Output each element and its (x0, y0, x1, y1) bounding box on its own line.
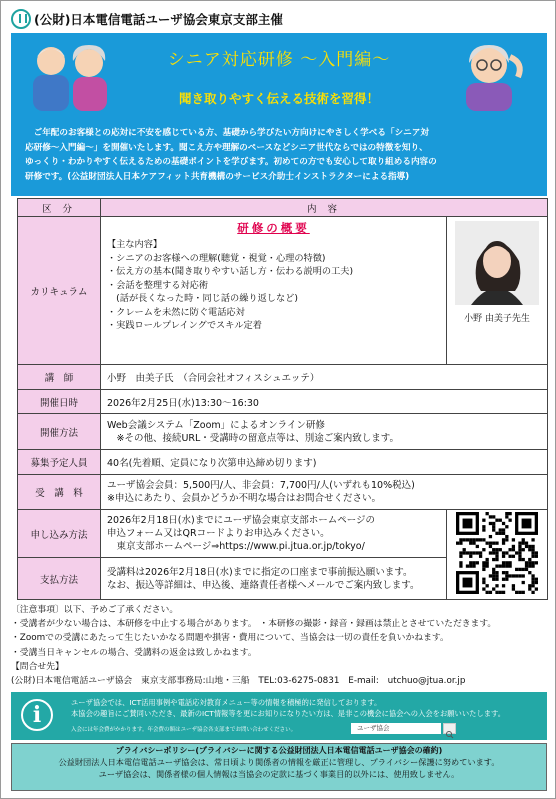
list-item: ・会話を整理する対応術 (107, 279, 209, 291)
note-item: ・Zoomでの受講にあたって生じたいかなる問題や損害・費用について、当協会は一切の責任を負いかねます。 (11, 633, 449, 644)
contact-heading: 【問合せ先】 (11, 661, 64, 672)
capacity-value: 40名(先着順、定員になり次第申込締め切ります) (101, 450, 548, 475)
table-row-apply (18, 510, 548, 558)
qr-code-cell (447, 510, 548, 600)
date-value: 2026年2月25日(水)13:30～16:30 (101, 390, 548, 414)
privacy-line: ユーザ協会は、関係者様の個人情報は当協会の定款に基づく事業目的以外には、使用致しません。 (98, 769, 460, 779)
table-row-curriculum (18, 217, 548, 365)
method-line: ※その他、接続URL・受講時の留意点等は、別途ご案内致します。 (107, 432, 400, 444)
table-row-capacity (18, 450, 548, 475)
curriculum-content (101, 217, 447, 365)
note-item: ・受講者が少ない場合は、本研修を中止する場合があります。 ・本研修の撮影・録音・録画は禁止とさせていただきます。 (11, 619, 497, 630)
privacy-body (12, 756, 546, 780)
method-value (101, 414, 548, 450)
table-row-date (18, 390, 548, 414)
search-icon (444, 730, 455, 739)
fee-line: ユーザ協会会員：5,500円/人、非会員：7,700円/人(いずれも10%税込) (107, 480, 415, 491)
organizer-name: (公財)日本電信電話ユーザ協会東京支部主催 (34, 12, 283, 27)
lecturer-photo-caption: 小野 由美子先生 (464, 314, 530, 324)
intro-line: 応研修～入門編～」を開催いたします。聞こえ方や理解のペースなどシニア世代ならではの特徴を知り、 (25, 142, 428, 153)
fee-line: ※申込にあたり、会員かどうか不明な場合はお問合せください。 (107, 493, 381, 504)
header-content: 内 容 (101, 199, 548, 217)
lecturer-photo (455, 221, 539, 305)
notes-heading: 〔注意事項〕以下、予めご了承ください。 (11, 605, 179, 615)
table-row-fee (18, 475, 548, 510)
privacy-heading: プライバシーポリシー(プライバシーに関する公益財団法人日本電信電話ユーザ協会の確約) (115, 746, 443, 755)
event-subtitle: 聞き取りやすく伝える技術を習得！ (178, 91, 379, 106)
qr-code-icon[interactable] (456, 512, 538, 594)
header-category: 区 分 (18, 199, 101, 217)
event-title: シニア対応研修 ～入門編～ (167, 50, 391, 70)
membership-info-box (11, 692, 547, 740)
table-row-lecturer (18, 365, 548, 390)
payment-value (101, 558, 447, 600)
lecturer-photo-cell (447, 217, 548, 365)
table-row-method (18, 414, 548, 450)
organizer-header (11, 9, 283, 29)
privacy-policy-box (11, 743, 547, 791)
info-icon: i (21, 699, 53, 731)
label-date: 開催日時 (18, 390, 101, 414)
list-item: ・伝え方の基本(聞き取りやすい話し方・伝わる説明の工夫) (107, 266, 354, 277)
lecturer-value: 小野 由美子氏 （合同会社オフィスシュエッテ） (101, 365, 548, 390)
label-payment: 支払方法 (18, 558, 101, 600)
label-apply: 申し込み方法 (18, 510, 101, 558)
list-item: 【主な内容】 (107, 239, 163, 250)
payment-line: なお、振込等詳細は、申込後、連絡責任者様へメールでご案内致します。 (107, 579, 420, 591)
label-capacity: 募集予定人員 (18, 450, 101, 475)
table-header-row (18, 199, 548, 217)
method-line: Web会議システム「Zoom」によるオンライン研修 (107, 419, 325, 431)
list-item: ・実践ロールプレイングでスキル定着 (107, 320, 262, 331)
intro-text (25, 126, 537, 184)
apply-line: 申込フォーム又はQRコードよりお申込みください。 (107, 528, 330, 539)
membership-text (71, 697, 505, 719)
portrait-image (455, 221, 539, 305)
label-method: 開催方法 (18, 414, 101, 450)
elderly-couple-illustration (23, 39, 119, 111)
apply-line: 2026年2月18日(水)までにユーザ協会東京支部ホームページの (107, 515, 376, 526)
apply-value (101, 510, 447, 558)
intro-line: ご年配のお客様との応対に不安を感じている方、基礎から学びたい方向けにやさしく学べる「シニア対 (25, 128, 429, 138)
intro-line: ゆっくり・わかりやすく伝えるための基礎ポイントを学びます。初めての方でも安心して取り組める内容の (25, 157, 437, 167)
membership-line: 本協会の趣旨にご賛同いただき、最新のICT情報等を更にお知りになりたい方は、是非この機会に協会への入会をお願いいたします。 (71, 709, 506, 718)
search-button[interactable] (443, 723, 456, 734)
label-lecturer: 講 師 (18, 365, 101, 390)
curriculum-heading: 研修の概要 (237, 221, 310, 235)
label-curriculum: カリキュラム (18, 217, 101, 365)
membership-fee-note: 入会には年会費がかかります。年会費の額はユーザ協会各支部までお問い合わせください。 (71, 727, 297, 733)
association-logo-icon (11, 9, 31, 29)
intro-line: 研修です。(公益財団法人日本ケアフィット共育機構のサービス介助士インストラクターによる指導) (25, 171, 410, 182)
contact-info: (公財)日本電信電話ユーザ協会 東京支部事務局:山地・三船 TEL:03-6275-0831 E-mail: utchuo@jtua.or.jp (11, 676, 466, 687)
note-item: ・受講当日キャンセルの場合、受講料の返金は致しかねます。 (11, 647, 257, 658)
payment-line: 受講料は2026年2月18日(水)までに指定の口座まで事前振込願います。 (107, 566, 413, 578)
elderly-woman-illustration (444, 37, 534, 111)
fee-value (101, 475, 548, 510)
event-details-table (17, 198, 548, 600)
homepage-link[interactable]: 東京支部ホームページ⇒https://www.pi.jtua.or.jp/tokyo/ (107, 541, 365, 552)
search-input[interactable]: ユーザ協会 (351, 723, 441, 734)
list-item: (話が長くなった時・同じ話の繰り返しなど) (107, 293, 298, 304)
label-fee: 受 講 料 (18, 475, 101, 510)
list-item: ・シニアのお客様への理解(聴覚・視覚・心理の特徴) (107, 252, 326, 264)
privacy-line: 公益財団法人日本電信電話ユーザ協会は、常日頃より関係者の情報を厳正に管理し、プライバシー保護に努めています。 (58, 757, 500, 767)
list-item: ・クレームを未然に防ぐ電話応対 (107, 306, 245, 318)
curriculum-list (107, 238, 440, 333)
membership-line: ユーザ協会では、ICT活用事例や電話応対教育メニュー等の情報を積極的に発信しております。 (71, 698, 382, 707)
notes-section (11, 603, 551, 688)
